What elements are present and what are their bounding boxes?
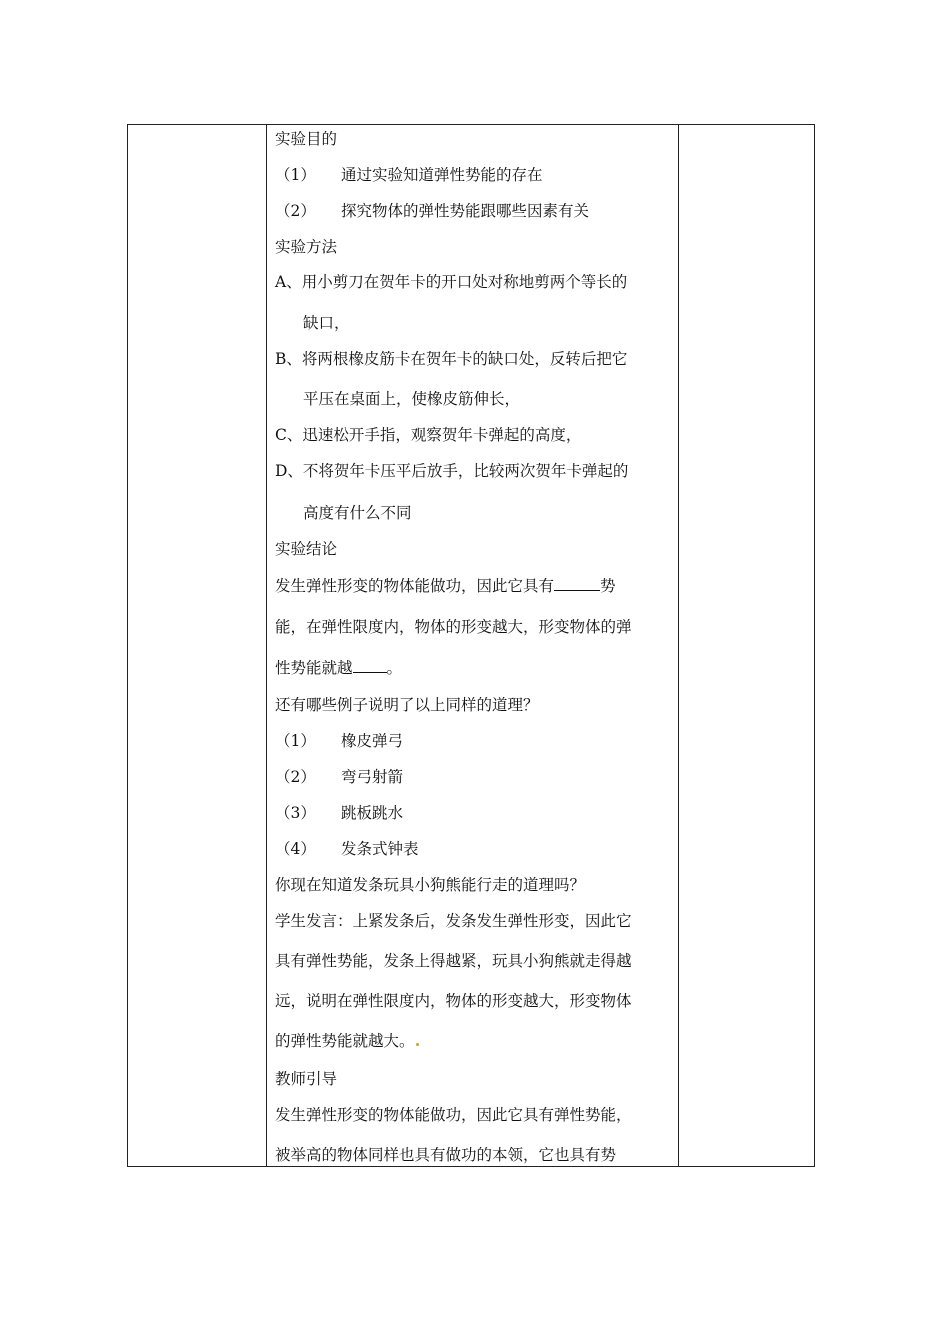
lesson-table — [127, 124, 815, 1167]
conclusion-line-2: 能，在弹性限度内，物体的形变越大，形变物体的弹 — [275, 618, 632, 636]
student-line-4 — [275, 1031, 420, 1051]
content-column — [267, 125, 679, 1166]
example-num: （4） — [275, 840, 316, 858]
method-step-a-cont: 缺口， — [303, 314, 350, 332]
student-text: 的弹性势能就越大。 — [275, 1032, 415, 1050]
left-column — [128, 125, 267, 1166]
conclusion-heading: 实验结论 — [275, 540, 338, 558]
purpose-item-text: 探究物体的弹性势能跟哪些因素有关 — [341, 202, 590, 220]
conclusion-text: 性势能就越 — [275, 659, 353, 677]
teacher-line-2: 被举高的物体同样也具有做功的本领，它也具有势 — [275, 1146, 617, 1164]
example-item — [275, 731, 403, 751]
method-heading: 实验方法 — [275, 238, 338, 256]
conclusion-text: 。 — [386, 659, 403, 677]
method-step-b-cont: 平压在桌面上，使橡皮筋伸长， — [303, 390, 521, 408]
purpose-heading: 实验目的 — [275, 130, 338, 148]
right-column — [679, 125, 814, 1166]
teacher-heading: 教师引导 — [275, 1070, 338, 1088]
student-line-2: 具有弹性势能，发条上得越紧，玩具小狗熊就走得越 — [275, 952, 632, 970]
purpose-item-2 — [275, 201, 589, 221]
method-step-b: B、将两根橡皮筋卡在贺年卡的缺口处，反转后把它 — [275, 350, 628, 368]
example-num: （1） — [275, 732, 316, 750]
purpose-item-1 — [275, 165, 543, 185]
method-step-c: C、迅速松开手指，观察贺年卡弹起的高度， — [275, 426, 582, 444]
example-text: 橡皮弹弓 — [341, 732, 404, 750]
example-item — [275, 839, 419, 859]
conclusion-text: 势 — [600, 577, 616, 595]
conclusion-line-1 — [275, 575, 616, 596]
conclusion-text: 发生弹性形变的物体能做功，因此它具有 — [275, 577, 555, 595]
purpose-item-num: （1） — [275, 166, 316, 184]
purpose-item-text: 通过实验知道弹性势能的存在 — [341, 166, 543, 184]
examples-question: 还有哪些例子说明了以上同样的道理？ — [275, 696, 539, 714]
fill-blank — [353, 657, 387, 673]
method-step-a: A、用小剪刀在贺年卡的开口处对称地剪两个等长的 — [275, 273, 628, 291]
toy-question: 你现在知道发条玩具小狗熊能行走的道理吗？ — [275, 876, 586, 894]
example-num: （2） — [275, 768, 316, 786]
student-line-1: 学生发言：上紧发条后，发条发生弹性形变，因此它 — [275, 912, 632, 930]
teacher-line-1: 发生弹性形变的物体能做功，因此它具有弹性势能， — [275, 1106, 632, 1124]
method-step-d-cont: 高度有什么不同 — [303, 504, 412, 522]
conclusion-line-3 — [275, 657, 402, 678]
example-item — [275, 767, 403, 787]
fill-blank — [554, 575, 600, 591]
example-text: 发条式钟表 — [341, 840, 419, 858]
student-line-3: 远，说明在弹性限度内，物体的形变越大，形变物体 — [275, 992, 632, 1010]
example-text: 跳板跳水 — [341, 804, 404, 822]
example-num: （3） — [275, 804, 316, 822]
example-item — [275, 803, 403, 823]
purpose-item-num: （2） — [275, 202, 316, 220]
example-text: 弯弓射箭 — [341, 768, 404, 786]
method-step-d: D、不将贺年卡压平后放手，比较两次贺年卡弹起的 — [275, 462, 629, 480]
edit-mark — [416, 1043, 419, 1046]
